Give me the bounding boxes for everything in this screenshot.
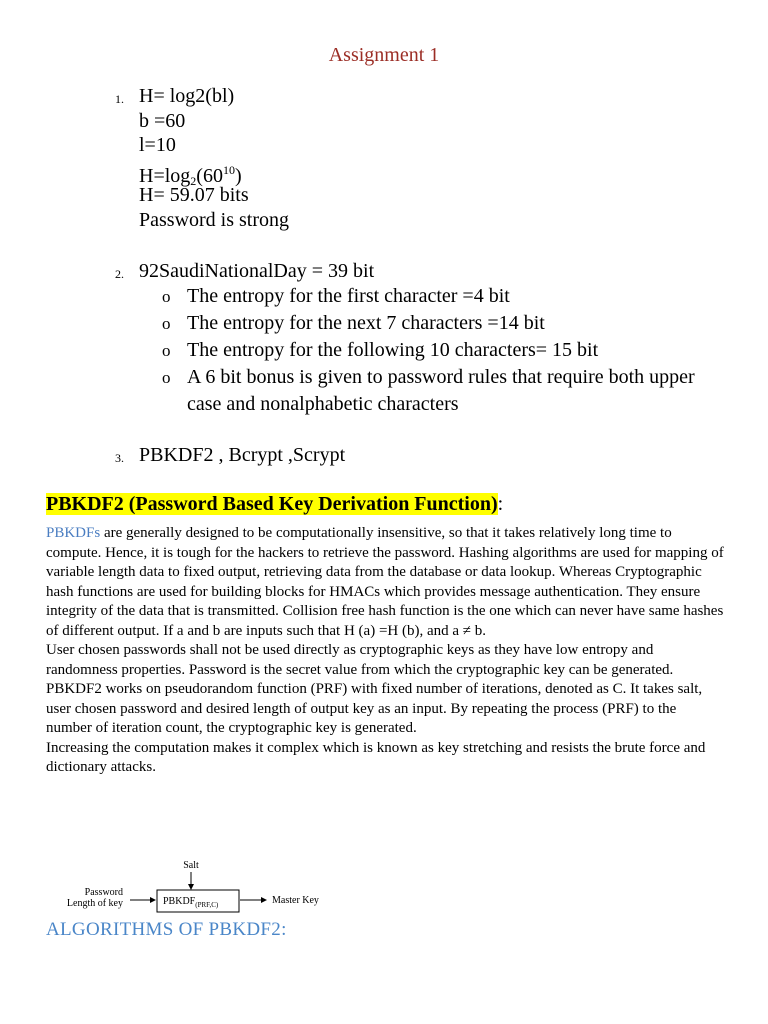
bullet-item: A 6 bit bonus is given to password rules that require both upper case and nonalphabetic characters <box>187 366 695 415</box>
bullet-marker: o <box>162 314 171 333</box>
paragraph-4: Increasing the computation makes it complex which is known as key stretching and resists the brute force and dictionary attacks. <box>46 739 706 775</box>
pbkdfs-term: PBKDFs <box>46 525 101 541</box>
section-heading-text: PBKDF2 (Password Based Key Derivation Function) <box>46 493 498 515</box>
section-body <box>46 524 724 778</box>
item-1-line-2: b =60 <box>139 110 186 132</box>
item-2-line: 92SaudiNationalDay = 39 bit <box>139 260 375 282</box>
item-1-formula: $H=\log_2(60^{10})$ <box>139 163 242 188</box>
bullet-marker: o <box>162 341 171 360</box>
paragraph-1: PBKDFs are generally designed to be computationally insensitive, so that it takes relatively long time to compute. Hence, it is tough for the hackers to retrieve the password. Hashing algorithms are used for mapping of variable length data to fixed output, retrieving data from the database or data lookup. Whereas Cryptographic hash functions are used for building blocks for HMACs which provides message authentication. They ensure integrity of the data that is transmitted. Collision free hash function is the one which can never have same hashes of different output. If a and b are inputs such that H (a) =H (b), and a ≠ b. <box>46 525 724 639</box>
item-1-line-1: H= log2(bl) <box>139 85 235 107</box>
bullet-item: The entropy for the first character =4 bit <box>187 285 510 307</box>
algorithms-heading: ALGORITHMS OF PBKDF2: <box>46 919 287 940</box>
bullet-marker: o <box>162 368 171 387</box>
section-heading <box>46 493 503 516</box>
bullet-item: The entropy for the following 10 characters= 15 bit <box>187 339 599 361</box>
bullet-item: The entropy for the next 7 characters =14 bit <box>187 312 545 334</box>
paragraph-2: User chosen passwords shall not be used directly as cryptographic keys as they have low entropy and randomness properties. Password is the secret value from which the cryptographic key can be generated. <box>46 642 674 678</box>
bullet-marker: o <box>162 287 171 306</box>
item-1-result: H= 59.07 bits <box>139 184 249 206</box>
diagram-input-password: Password <box>84 887 123 898</box>
paragraph-3: PBKDF2 works on pseudorandom function (PRF) with fixed number of iterations, denoted as C. It takes salt, user chosen password and desired length of output key as an input. By repeating the process (PRF) to the number of iteration count, the cryptographic key is generated. <box>46 681 703 736</box>
item-2-number: 2. <box>115 267 124 281</box>
diagram-salt-label: Salt <box>183 860 199 871</box>
pbkdf-diagram <box>50 854 330 918</box>
item-3-number: 3. <box>115 451 124 465</box>
diagram-output: Master Key <box>272 895 319 906</box>
section-heading-colon: : <box>497 493 504 515</box>
item-3-line: PBKDF2 , Bcrypt ,Scrypt <box>139 444 346 466</box>
item-1-conclusion: Password is strong <box>139 209 290 231</box>
page-title: Assignment 1 <box>328 44 440 66</box>
pbkdf-box-label: $PBKDF_{(PRF,C)}$ <box>163 896 219 909</box>
item-1-line-3: l=10 <box>139 134 176 156</box>
item-1-number: 1. <box>115 92 124 106</box>
diagram-input-length: Length of key <box>66 898 123 909</box>
